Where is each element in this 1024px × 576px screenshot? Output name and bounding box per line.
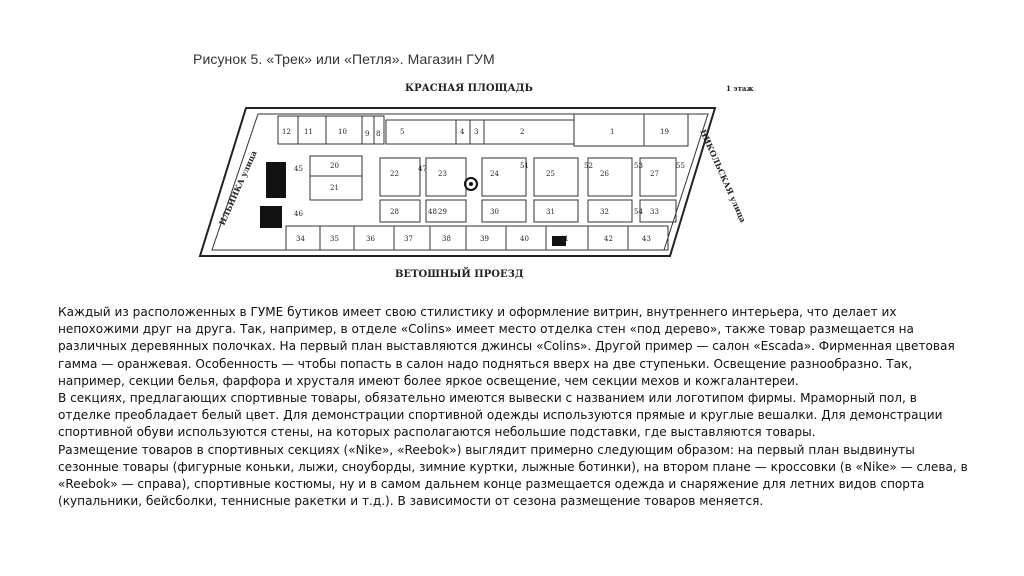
figure-caption: Рисунок 5. «Трек» или «Петля». Магазин ГУМ xyxy=(193,51,495,67)
section-number: 45 xyxy=(294,165,303,173)
section-number: 12 xyxy=(282,128,291,136)
street-label-bottom: ВЕТОШНЫЙ ПРОЕЗД xyxy=(395,269,524,280)
section-number: 35 xyxy=(330,235,339,243)
section-number: 31 xyxy=(546,208,555,216)
section-number: 33 xyxy=(650,208,659,216)
section-number: 36 xyxy=(366,235,375,243)
section-number: 3 xyxy=(474,128,479,136)
section-number: 41 xyxy=(560,235,569,243)
section-number: 37 xyxy=(404,235,413,243)
dark-blocks xyxy=(260,162,566,246)
section-number: 42 xyxy=(604,235,613,243)
section-number: 54 xyxy=(634,208,643,216)
section-number: 43 xyxy=(642,235,651,243)
section-number: 29 xyxy=(438,208,447,216)
section-number: 40 xyxy=(520,235,529,243)
section-number: 39 xyxy=(480,235,489,243)
section-number: 19 xyxy=(660,128,669,136)
paragraph-1: Каждый из расположенных в ГУМЕ бутиков имеет свою стилистику и оформление витрин, внутреннего интерьера, что делает их непохожими друг на друга. Так, например, в отделе «Colins» имеет место отделка стен «под дерево», также товар размещается на различных деревянных полочках. На первый план выставляются джинсы «Colins». Другой пример — салон «Escada». Фирменная цветовая гамма — оранжевая. Особенность — чтобы попасть в салон надо подняться вверх на две ступеньки. Освещение разнообразно. Так, например, секции белья, фарфора и хрусталя имеют более яркое освещение, чем секции мехов и кожгалантереи. xyxy=(58,305,955,388)
street-label-right: НИКОЛЬСКАЯ улица xyxy=(698,127,749,224)
street-label-top: КРАСНАЯ ПЛОЩАДЬ xyxy=(405,83,533,94)
gum-floor-plan xyxy=(190,76,754,286)
section-number: 5 xyxy=(400,128,405,136)
section-number: 34 xyxy=(296,235,305,243)
section-number: 22 xyxy=(390,170,399,178)
section-number: 2 xyxy=(520,128,525,136)
section-number: 9 xyxy=(365,130,370,138)
section-number: 48 xyxy=(428,208,437,216)
section-number: 27 xyxy=(650,170,659,178)
section-number: 47 xyxy=(418,165,427,173)
section-number: 25 xyxy=(546,170,555,178)
paragraph-3: Размещение товаров в спортивных секциях («Nike», «Reebok») выглядит примерно следующим образом: на первый план выдвинуты сезонные товары (фигурные коньки, лыжи, сноуборды, зимние куртки, лыжные ботинки), на втором плане — кроссовки (в «Nike» — слева, в «Reebok» — справа), спортивные костюмы, ну и в самом дальнем конце размещается одежда и снаряжение для летних видов спорта (купальники, бейсболки, теннисные ракетки и т.д.). В зависимости от сезона размещение товаров меняется. xyxy=(58,442,968,509)
section-number: 30 xyxy=(490,208,499,216)
section-number: 4 xyxy=(460,128,465,136)
body-text xyxy=(58,304,968,510)
section-number: 8 xyxy=(376,130,381,138)
section-number: 28 xyxy=(390,208,399,216)
paragraph-2: В секциях, предлагающих спортивные товары, обязательно имеются вывески с названием или логотипом фирмы. Мраморный пол, в отделке преобладает белый цвет. Для демонстрации спортивной одежды используются прямые и круглые вешалки. Для демонстрации спортивной обуви используются стены, на которых располагаются небольшие подставки, где выставляются товары. xyxy=(58,391,943,440)
fountain-center xyxy=(469,182,473,186)
section-number: 21 xyxy=(330,184,339,192)
section-number: 38 xyxy=(442,235,451,243)
section-number: 11 xyxy=(304,128,313,136)
section-number: 26 xyxy=(600,170,609,178)
section-number: 23 xyxy=(438,170,447,178)
section-number: 20 xyxy=(330,162,339,170)
section-number: 55 xyxy=(676,162,685,170)
section-number: 10 xyxy=(338,128,347,136)
section-number: 1 xyxy=(610,128,615,136)
street-label-left: ИЛЬИНКА улица xyxy=(216,149,259,227)
floor-label: 1 этаж xyxy=(726,84,754,93)
section-number: 46 xyxy=(294,210,303,218)
section-number: 24 xyxy=(490,170,499,178)
section-number: 53 xyxy=(634,162,643,170)
section-number: 32 xyxy=(600,208,609,216)
section-number: 51 xyxy=(520,162,529,170)
section-number: 52 xyxy=(584,162,593,170)
